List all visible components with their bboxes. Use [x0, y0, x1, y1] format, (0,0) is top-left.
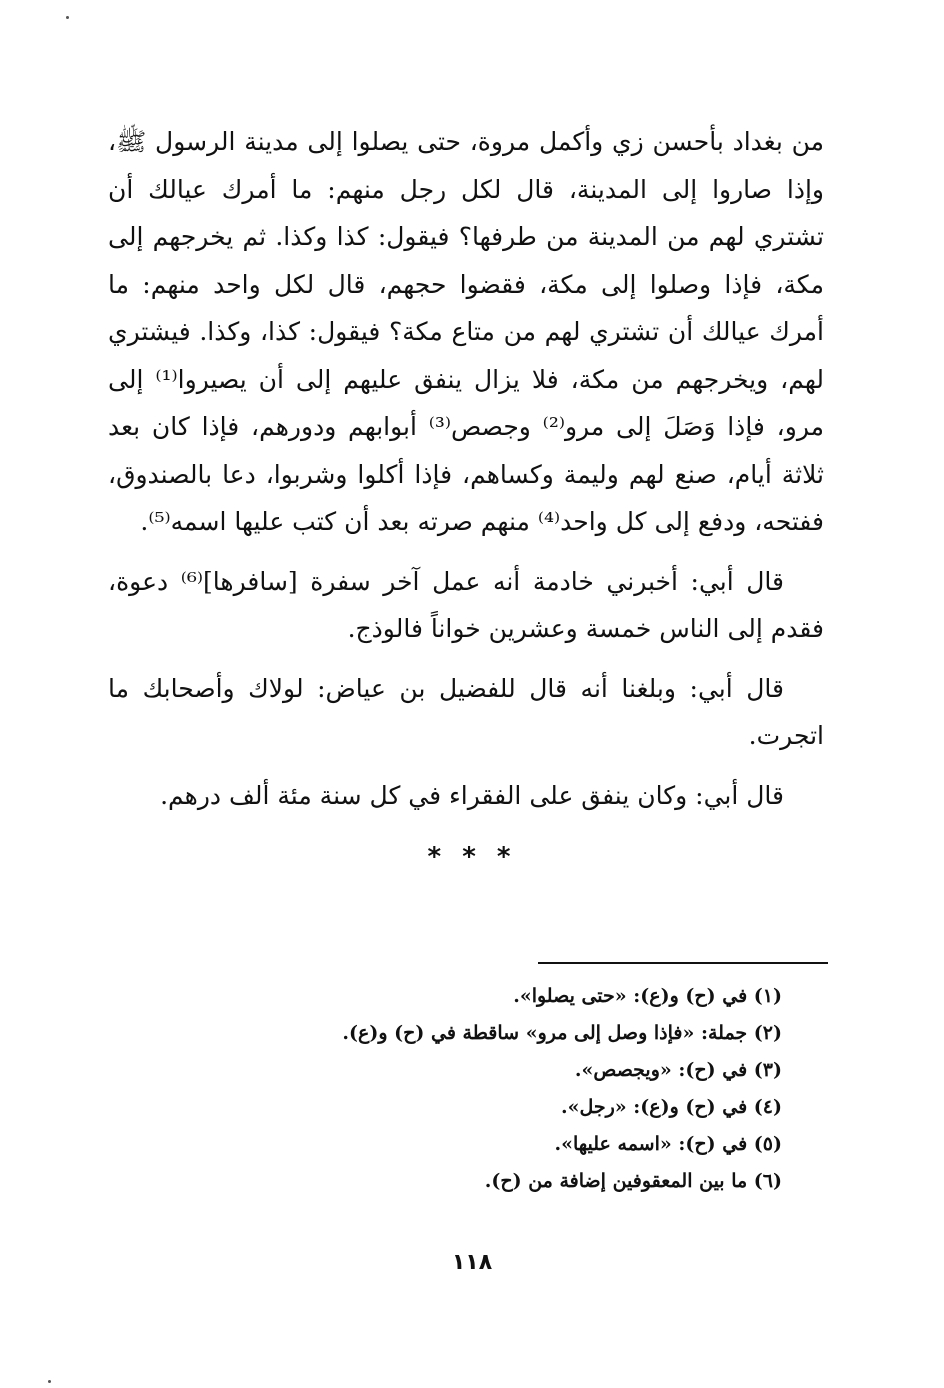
- section-separator: * * *: [427, 842, 517, 872]
- footnote-4: (٤) في (ح) و(ع): «رجل».: [560, 1096, 782, 1118]
- footnote-5: (٥) في (ح): «اسمه عليها».: [554, 1133, 782, 1155]
- footnote-6: (٦) ما بين المعقوفين إضافة من (ح).: [484, 1170, 782, 1192]
- main-text: [108, 118, 824, 819]
- footnotes-list: [300, 978, 782, 1200]
- page-number: ١١٨: [451, 1250, 493, 1275]
- paragraph-2: قال أبي: أخبرني خادمة أنه عمل آخر سفرة [سافرها]⁽⁶⁾ دعوة، فقدم إلى الناس خمسة وعشرين خواناً فالوذج.: [108, 566, 824, 643]
- footnote-divider: [538, 962, 828, 964]
- scan-speck: [66, 16, 69, 19]
- paragraph-4: قال أبي: وكان ينفق على الفقراء في كل سنة مئة ألف درهم.: [160, 780, 784, 810]
- paragraph-1: من بغداد بأحسن زي وأكمل مروة، حتى يصلوا إلى مدينة الرسول ﷺ، وإذا صاروا إلى المدينة، قال لكل رجل منهم: ما أمرك عيالك أن تشتري لهم من المدينة من طرفها؟ فيقول: كذا وكذا. ثم يخرجهم إلى مكة، فإذا وصلوا إلى مكة، فقضوا حجهم، قال لكل واحد منهم: ما أمرك عيالك أن تشتري لهم من متاع مكة؟ فيقول: كذا، وكذا. فيشتري لهم، ويخرجهم من مكة، فلا يزال ينفق عليهم إلى أن يصيروا⁽¹⁾ إلى مرو، فإذا وَصَلَ إلى مرو⁽²⁾ وجصص⁽³⁾ أبوابهم ودورهم، فإذا كان بعد ثلاثة أيام، صنع لهم وليمة وكساهم، فإذا أكلوا وشربوا، دعا بالصندوق، ففتحه، ودفع إلى كل واحد⁽⁴⁾ منهم صرته بعد أن كتب عليها اسمه⁽⁵⁾.: [108, 127, 824, 536]
- footnote-1: (١) في (ح) و(ع): «حتى يصلوا».: [513, 985, 782, 1007]
- scan-speck: [48, 1380, 51, 1383]
- footnote-3: (٣) في (ح): «ويجصص».: [574, 1059, 782, 1081]
- footnote-2: (٢) جملة: «فإذا وصل إلى مرو» ساقطة في (ح) و(ع).: [342, 1022, 782, 1044]
- paragraph-3: قال أبي: وبلغنا أنه قال للفضيل بن عياض: لولاك وأصحابك ما اتجرت.: [108, 673, 824, 750]
